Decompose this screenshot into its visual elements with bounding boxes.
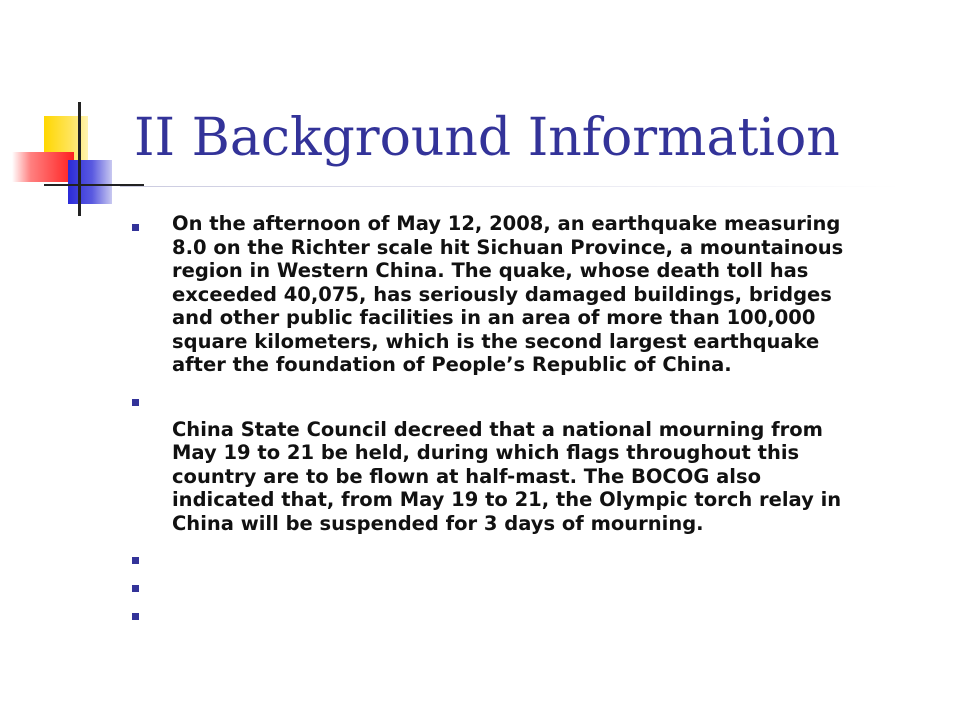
bullet-marker <box>132 557 139 564</box>
decor-vertical-line <box>78 102 81 216</box>
bullet-item-empty <box>132 609 912 625</box>
bullet-text: China State Council decreed that a national mourning from May 19 to 21 be held, during which flags throughout this country are to be flown at half-mast. The BOCOG also indicated that, from May 19 to 21, the Olympic torch relay in China will be suspended for 3 days of mourning. <box>172 417 842 535</box>
decor-red-square <box>12 152 74 182</box>
bullet-text: On the afternoon of May 12, 2008, an earthquake measuring 8.0 on the Richter scale hit Sichuan Province, a mountainous region in Western China. The quake, whose death toll has exceeded 40,075, has seriously damaged buildings, bridges and other public facilities in an area of more than 100,000 square kilometers, which is the second largest earthquake after the foundation of People’s Republic of China. <box>172 212 844 376</box>
bullet-marker <box>132 224 139 231</box>
bullet-list <box>132 212 912 625</box>
bullet-item <box>132 212 912 377</box>
bullet-item-empty <box>132 579 912 595</box>
bullet-item <box>132 395 912 536</box>
bullet-item-empty <box>132 549 912 565</box>
decor-blue-square <box>68 160 112 204</box>
slide-title: II Background Information <box>134 108 840 168</box>
title-divider <box>120 186 900 187</box>
bullet-marker <box>132 613 139 620</box>
bullet-marker <box>132 399 139 406</box>
bullet-marker <box>132 585 139 592</box>
